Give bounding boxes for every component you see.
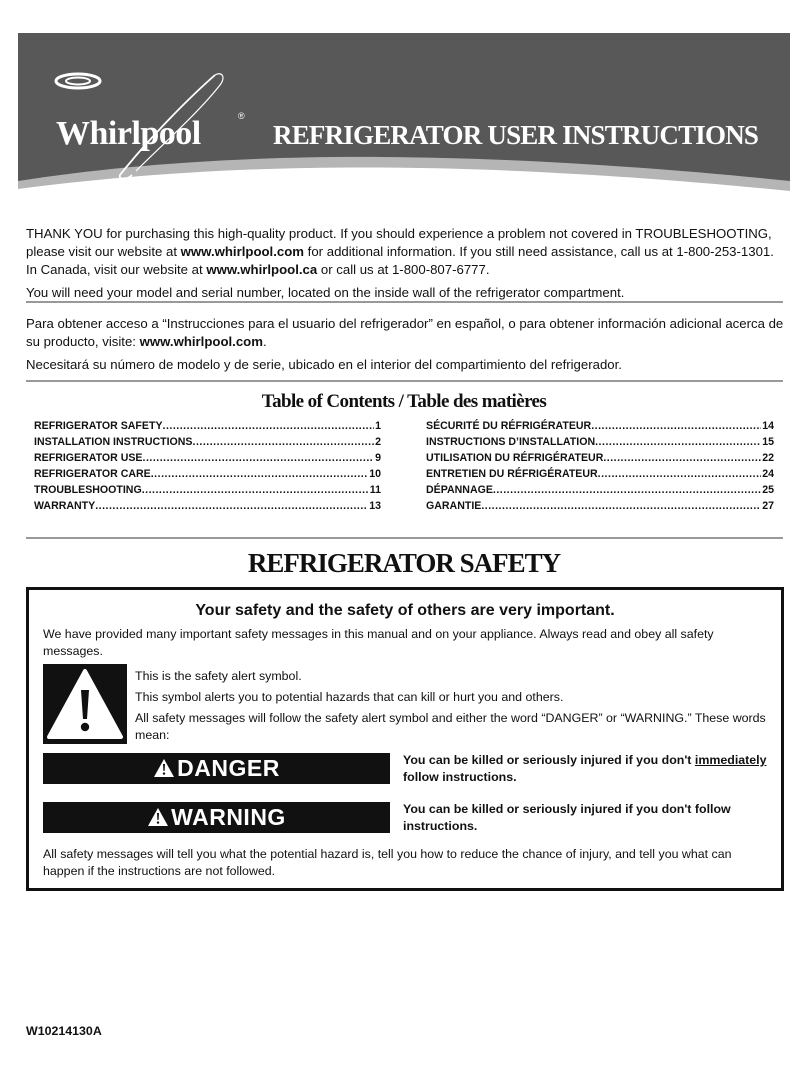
intro-text-b: for additional information. If you still need assistance, call us at 1-800-253-1301. In Canada, visit our website at bbox=[26, 244, 774, 277]
toc-leader bbox=[481, 498, 761, 514]
toc-entry-page: 10 bbox=[369, 468, 381, 480]
danger-text-b: follow instructions. bbox=[403, 770, 517, 784]
registered-mark: ® bbox=[238, 111, 245, 121]
divider bbox=[26, 301, 783, 303]
toc-entry-label: REFRIGERATOR SAFETY bbox=[34, 420, 163, 432]
toc-entry-page: 1 bbox=[375, 420, 381, 432]
alert-triangle-icon bbox=[153, 755, 175, 786]
toc-leader bbox=[595, 434, 761, 450]
toc-entry[interactable] bbox=[426, 418, 774, 434]
danger-label: DANGER bbox=[177, 755, 280, 781]
document-number: W10214130A bbox=[26, 1024, 102, 1038]
toc-entry[interactable] bbox=[34, 450, 381, 466]
danger-text bbox=[403, 752, 778, 786]
warning-signal-bar bbox=[43, 802, 390, 833]
toc-leader bbox=[603, 450, 761, 466]
toc-entry[interactable] bbox=[34, 466, 381, 482]
toc-entry-label: REFRIGERATOR USE bbox=[34, 452, 143, 464]
alert-explanation bbox=[135, 668, 775, 748]
alert-triangle-icon bbox=[147, 804, 169, 835]
toc-entry[interactable] bbox=[34, 498, 381, 514]
toc-leader bbox=[151, 466, 368, 482]
safety-heading: Your safety and the safety of others are very important. bbox=[195, 602, 615, 619]
alert-line: This is the safety alert symbol. bbox=[135, 669, 302, 683]
toc-entry-page: 14 bbox=[762, 420, 774, 432]
toc-leader bbox=[591, 418, 761, 434]
toc-entry[interactable] bbox=[34, 482, 381, 498]
toc-entry-page: 25 bbox=[762, 484, 774, 496]
toc-entry-page: 15 bbox=[762, 436, 774, 448]
toc-entry-label: INSTALLATION INSTRUCTIONS bbox=[34, 436, 193, 448]
toc-title: Table of Contents / Table des matières bbox=[261, 391, 547, 412]
toc-entry-label: SÉCURITÉ DU RÉFRIGÉRATEUR bbox=[426, 420, 592, 432]
toc-leader bbox=[95, 498, 368, 514]
spanish-model-note: Necesitará su número de modelo y de serie, ubicado en el interior del compartimiento del refrigerador. bbox=[26, 357, 622, 372]
spanish-text-a: Para obtener acceso a “Instrucciones para el usuario del refrigerador” en español, o para obtener información adicional acerca de su producto, visite: bbox=[26, 316, 784, 349]
toc-entry[interactable] bbox=[34, 434, 381, 450]
toc-left-column bbox=[34, 418, 381, 514]
toc-entry-label: ENTRETIEN DU RÉFRIGÉRATEUR bbox=[426, 468, 598, 480]
canada-website-link[interactable]: www.whirlpool.ca bbox=[206, 262, 318, 277]
toc-entry-label: INSTRUCTIONS D’INSTALLATION bbox=[426, 436, 596, 448]
alert-line: This symbol alerts you to potential hazards that can kill or hurt you and others. bbox=[135, 690, 564, 704]
toc-entry-page: 24 bbox=[762, 468, 774, 480]
intro-text-c: or call us at 1-800-807-6777. bbox=[317, 262, 490, 277]
logo-wordmark: Whirlpool bbox=[56, 115, 201, 152]
toc-entry-label: UTILISATION DU RÉFRIGÉRATEUR bbox=[426, 452, 604, 464]
toc-entry-page: 9 bbox=[375, 452, 381, 464]
toc-leader bbox=[143, 450, 375, 466]
toc-leader bbox=[598, 466, 762, 482]
toc-entry-page: 2 bbox=[375, 436, 381, 448]
toc-entry[interactable] bbox=[426, 450, 774, 466]
spanish-website-link[interactable]: www.whirlpool.com bbox=[139, 334, 263, 349]
spanish-text-b: . bbox=[262, 334, 267, 349]
intro-paragraph bbox=[26, 225, 786, 279]
toc-entry-label: REFRIGERATOR CARE bbox=[34, 468, 151, 480]
toc-leader bbox=[193, 434, 375, 450]
safety-box bbox=[26, 587, 784, 891]
alert-line: All safety messages will follow the safety alert symbol and either the word “DANGER” or “WARNING.” These words mean: bbox=[135, 711, 766, 742]
toc-right-column bbox=[426, 418, 774, 514]
section-title: REFRIGERATOR SAFETY bbox=[247, 548, 561, 578]
safety-intro: We have provided many important safety messages in this manual and on your appliance. Always read and obey all safety messages. bbox=[43, 627, 714, 658]
warning-text: You can be killed or seriously injured if you don't follow instructions. bbox=[403, 802, 731, 833]
toc-entry[interactable] bbox=[34, 418, 381, 434]
toc-entry-label: DÉPANNAGE bbox=[426, 484, 493, 496]
toc-entry-label: TROUBLESHOOTING bbox=[34, 484, 142, 496]
toc-entry-label: GARANTIE bbox=[426, 500, 482, 512]
toc-entry[interactable] bbox=[426, 482, 774, 498]
toc-entry-page: 27 bbox=[762, 500, 774, 512]
toc-entry[interactable] bbox=[426, 498, 774, 514]
divider bbox=[26, 380, 783, 382]
toc-entry-page: 13 bbox=[369, 500, 381, 512]
safety-alert-triangle-icon bbox=[43, 664, 127, 744]
website-link[interactable]: www.whirlpool.com bbox=[180, 244, 305, 259]
toc-leader bbox=[493, 482, 761, 498]
safety-footer: All safety messages will tell you what the potential hazard is, tell you how to reduce the chance of injury, and tell you what can happen if the instructions are not followed. bbox=[43, 847, 732, 878]
danger-text-emphasis: immediately bbox=[694, 753, 767, 767]
toc-entry[interactable] bbox=[426, 434, 774, 450]
toc-entry-page: 11 bbox=[369, 484, 381, 496]
intro-text-a: THANK YOU for purchasing this high-quality product. If you should experience a problem not covered in TROUBLESHOOTING, please visit our website at bbox=[26, 226, 772, 259]
toc-entry[interactable] bbox=[426, 466, 774, 482]
danger-signal-bar bbox=[43, 753, 390, 784]
model-serial-note: You will need your model and serial number, located on the inside wall of the refrigerator compartment. bbox=[26, 285, 625, 300]
warning-label: WARNING bbox=[171, 804, 286, 830]
toc-leader bbox=[163, 418, 375, 434]
toc-entry-page: 22 bbox=[762, 452, 774, 464]
intro-text bbox=[26, 225, 786, 307]
divider bbox=[26, 537, 783, 539]
toc-leader bbox=[142, 482, 369, 498]
spanish-text bbox=[26, 315, 786, 379]
toc-entry-label: WARRANTY bbox=[34, 500, 96, 512]
page-title: REFRIGERATOR USER INSTRUCTIONS bbox=[273, 120, 759, 150]
header-banner bbox=[18, 33, 790, 199]
danger-text-a: You can be killed or seriously injured if you don't bbox=[403, 753, 695, 767]
spanish-paragraph bbox=[26, 315, 786, 351]
